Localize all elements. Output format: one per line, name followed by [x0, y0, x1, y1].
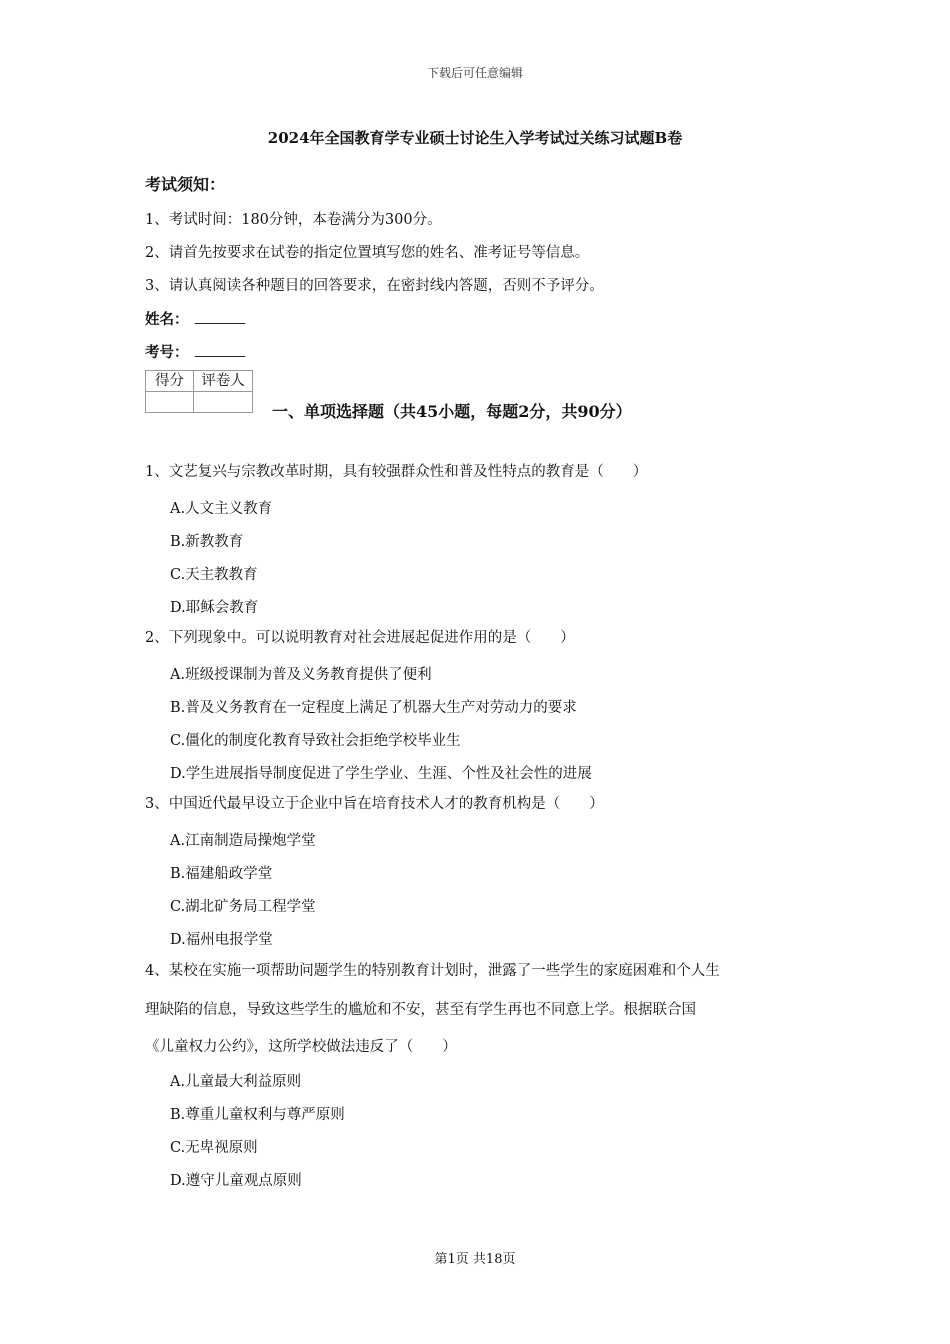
name-label: 姓名：	[145, 311, 189, 328]
score-table	[145, 370, 253, 413]
question-stem-line: 4、某校在实施一项帮助问题学生的特别教育计划时，泄露了一些学生的家庭困难和个人生	[145, 963, 720, 979]
notice-heading: 考试须知：	[145, 175, 226, 194]
question-stem-line: 《儿童权力公约》，这所学校做法违反了（ ）	[145, 1039, 457, 1055]
question-stem: 2、下列现象中。可以说明教育对社会进展起促进作用的是（ ）	[145, 630, 575, 646]
name-blank[interactable]	[195, 309, 245, 324]
question-option: A.班级授课制为普及义务教育提供了便利	[170, 667, 432, 683]
question-option: C.僵化的制度化教育导致社会拒绝学校毕业生	[170, 733, 461, 749]
question-option: A.江南制造局操炮学堂	[170, 833, 316, 849]
grader-header: 评卷人	[194, 371, 253, 392]
question-option: C.湖北矿务局工程学堂	[170, 899, 316, 915]
question-option: B.尊重儿童权利与尊严原则	[170, 1107, 345, 1123]
name-field	[145, 308, 245, 329]
question-option: A.儿童最大利益原则	[170, 1074, 302, 1090]
question-option: D.耶稣会教育	[170, 600, 259, 616]
section-title: 一、单项选择题（共45小题，每题2分，共90分）	[272, 402, 632, 421]
id-field	[145, 341, 245, 362]
question-option: C.无卑视原则	[170, 1140, 258, 1156]
question-option: B.普及义务教育在一定程度上满足了机器大生产对劳动力的要求	[170, 700, 577, 716]
page-footer: 第1页 共18页	[434, 1252, 516, 1267]
notice-item: 1、考试时间：180分钟，本卷满分为300分。	[145, 212, 442, 228]
question-option: D.学生进展指导制度促进了学生学业、生涯、个性及社会性的进展	[170, 766, 592, 782]
grader-cell[interactable]	[194, 392, 253, 413]
question-option: B.新教教育	[170, 534, 244, 550]
notice-item: 2、请首先按要求在试卷的指定位置填写您的姓名、准考证号等信息。	[145, 245, 590, 261]
question-option: D.遵守儿童观点原则	[170, 1173, 302, 1189]
header-note: 下载后可任意编辑	[426, 66, 523, 80]
notice-item: 3、请认真阅读各种题目的回答要求，在密封线内答题，否则不予评分。	[145, 278, 604, 294]
document-title: 2024年全国教育学专业硕士讨论生入学考试过关练习试题B卷	[267, 129, 683, 147]
question-option: B.福建船政学堂	[170, 866, 273, 882]
question-stem: 1、文艺复兴与宗教改革时期，具有较强群众性和普及性特点的教育是（ ）	[145, 464, 648, 480]
question-option: C.天主教教育	[170, 567, 258, 583]
question-stem: 3、中国近代最早设立于企业中旨在培育技术人才的教育机构是（ ）	[145, 796, 604, 812]
question-option: A.人文主义教育	[170, 501, 273, 517]
question-stem-line: 理缺陷的信息，导致这些学生的尴尬和不安，甚至有学生再也不同意上学。根据联合国	[145, 1002, 696, 1018]
id-blank[interactable]	[195, 342, 245, 357]
score-cell[interactable]	[146, 392, 194, 413]
score-header: 得分	[146, 371, 194, 392]
question-option: D.福州电报学堂	[170, 932, 273, 948]
id-label: 考号：	[145, 344, 189, 361]
